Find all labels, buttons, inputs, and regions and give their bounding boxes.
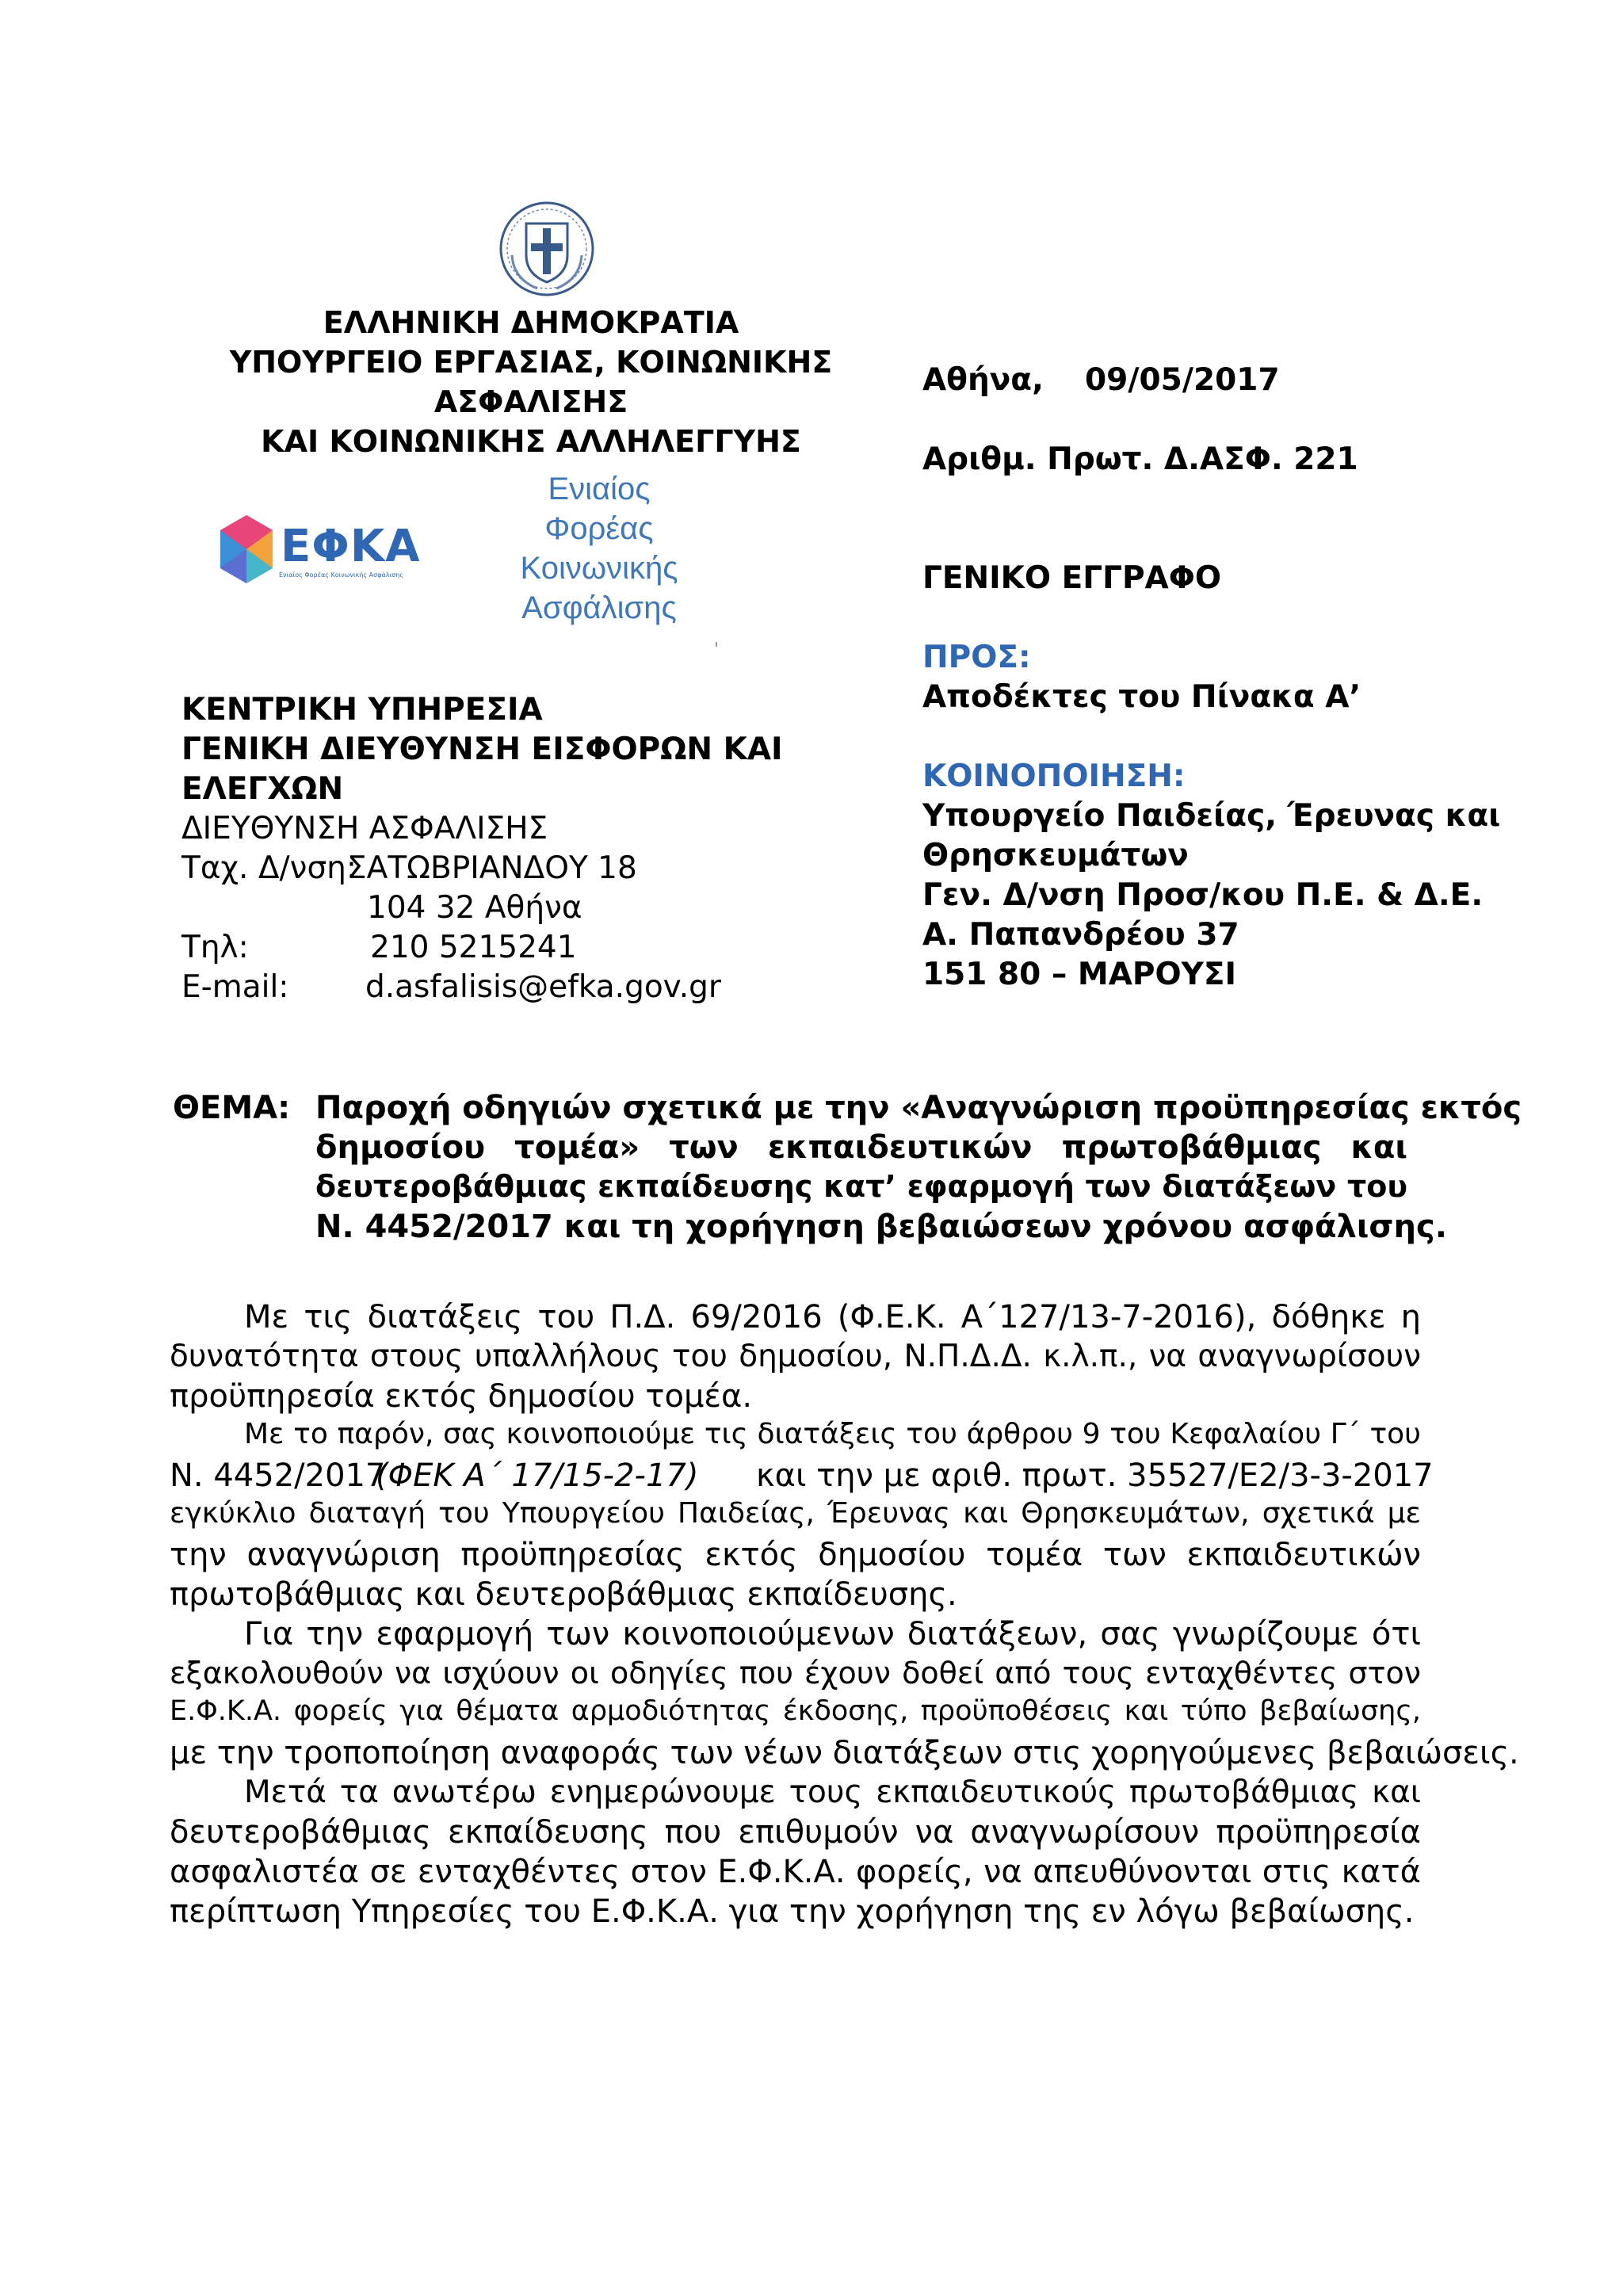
phone-label: Τηλ: — [181, 930, 249, 965]
cc-line: Α. Παπανδρέου 37 — [922, 917, 1239, 953]
subject-line: δημοσίου τομέα» των εκπαιδευτικών πρωτοβάθμιας και — [315, 1129, 1407, 1166]
general-directorate-cont: ΕΛΕΓΧΩΝ — [181, 771, 344, 807]
greek-emblem-icon — [498, 200, 596, 298]
body-line: την αναγνώριση προϋπηρεσίας εκτός δημοσίου τομέα των εκπαιδευτικών — [170, 1537, 1421, 1573]
address-city: 104 32 Αθήνα — [367, 890, 582, 926]
general-directorate: ΓΕΝΙΚΗ ΔΙΕΥΘΥΝΣΗ ΕΙΣΦΟΡΩΝ ΚΑΙ — [181, 732, 783, 767]
ministry-line: ΥΠΟΥΡΓΕΙΟ ΕΡΓΑΣΙΑΣ, ΚΟΙΝΩΝΙΚΗΣ — [229, 345, 833, 380]
body-line: Ν. 4452/2017 — [170, 1457, 386, 1494]
body-line: Ε.Φ.Κ.Α. φορείς για θέματα αρμοδιότητας έκδοσης, προϋποθέσεις και τύπο βεβαίωσης, — [170, 1695, 1421, 1727]
body-line: περίπτωση Υπηρεσίες του Ε.Φ.Κ.Α. για την χορήγηση της εν λόγω βεβαίωσης. — [170, 1893, 1415, 1930]
efka-text-line: Κοινωνικής — [520, 551, 678, 586]
cc-line: Υπουργείο Παιδείας, Έρευνας και — [922, 798, 1501, 834]
date: 09/05/2017 — [1085, 362, 1280, 398]
efka-text-line: Φορέας — [544, 511, 654, 546]
cc-line: Γεν. Δ/νση Προσ/κου Π.Ε. & Δ.Ε. — [922, 877, 1484, 913]
protocol-number: Αριθμ. Πρωτ. Δ.ΑΣΦ. 221 — [922, 441, 1358, 477]
subject-line: Παροχή οδηγιών σχετικά με την «Αναγνώριση προϋπηρεσίας εκτός — [315, 1090, 1522, 1126]
body-line: Με τις διατάξεις του Π.Δ. 69/2016 (Φ.Ε.Κ. Α΄127/13-7-2016), δόθηκε η — [244, 1299, 1421, 1335]
ministry-header — [214, 303, 848, 461]
subject-label: ΘΕΜΑ: — [173, 1090, 291, 1126]
body-line: προϋπηρεσία εκτός δημοσίου τομέα. — [170, 1378, 753, 1415]
efka-logo-text — [520, 469, 678, 628]
cc-line: Θρησκευμάτων — [922, 838, 1189, 873]
email-label: E-mail: — [181, 969, 289, 1005]
to-recipients: Αποδέκτες του Πίνακα Α’ — [922, 679, 1361, 715]
body-line: και την με αριθ. πρωτ. 35527/Ε2/3-3-2017 — [756, 1457, 1434, 1494]
body-line: εξακολουθούν να ισχύουν οι οδηγίες που έχουν δοθεί από τους ενταχθέντες στον — [170, 1656, 1421, 1690]
body-line: δυνατότητα στους υπαλλήλους του δημοσίου, Ν.Π.Δ.Δ. κ.λ.π., να αναγνωρίσουν — [170, 1339, 1421, 1374]
subject-line: Ν. 4452/2017 και τη χορήγηση βεβαιώσεων χρόνου ασφάλισης. — [315, 1209, 1447, 1245]
body-line: πρωτοβάθμιας και δευτεροβάθμιας εκπαίδευσης. — [170, 1576, 957, 1613]
body-line: ασφαλιστέα σε ενταχθέντες στον Ε.Φ.Κ.Α. φορείς, να απευθύνονται στις κατά — [170, 1854, 1421, 1890]
efka-logo-icon — [219, 514, 274, 585]
body-line: δευτεροβάθμιας εκπαίδευσης που επιθυμούν να αναγνωρίσουν προϋπηρεσία — [170, 1814, 1421, 1851]
address-street: ΣΑΤΩΒΡΙΑΝΔΟΥ 18 — [347, 850, 637, 886]
ministry-line: ΑΣΦΑΛΙΣΗΣ — [433, 384, 628, 419]
body-line: Μετά τα ανωτέρω ενημερώνουμε τους εκπαιδευτικούς πρωτοβάθμιας και — [244, 1775, 1421, 1810]
efka-text-line: Ενιαίος — [548, 472, 651, 506]
to-label: ΠΡΟΣ: — [922, 640, 1031, 675]
cc-line: 151 80 – ΜΑΡΟΥΣΙ — [922, 957, 1237, 992]
place: Αθήνα, — [922, 362, 1044, 398]
body-line: Για την εφαρμογή των κοινοποιούμενων διατάξεων, σας γνωρίζουμε ότι — [244, 1616, 1421, 1652]
subject-line: δευτεροβάθμιας εκπαίδευσης κατ’ εφαρμογή των διατάξεων του — [315, 1169, 1407, 1204]
efka-logo-word: ΕΦΚΑ — [281, 521, 421, 572]
cc-label: ΚΟΙΝΟΠΟΙΗΣΗ: — [922, 758, 1186, 794]
body-line: Με το παρόν, σας κοινοποιούμε τις διατάξεις του άρθρου 9 του Κεφαλαίου Γ΄ του — [244, 1418, 1421, 1450]
body-fek-reference: (ΦΕΚ Α΄ 17/15-2-17) — [376, 1457, 699, 1494]
ministry-line: ΚΑΙ ΚΟΙΝΩΝΙΚΗΣ ΑΛΛΗΛΕΓΓΥΗΣ — [261, 424, 801, 459]
ministry-line: ΕΛΛΗΝΙΚΗ ΔΗΜΟΚΡΑΤΙΑ — [323, 305, 739, 340]
phone-number: 210 5215241 — [370, 930, 577, 965]
body-line: εγκύκλιο διαταγή του Υπουργείου Παιδείας, Έρευνας και Θρησκευμάτων, σχετικά με — [170, 1497, 1421, 1530]
department: ΔΙΕΥΘΥΝΣΗ ΑΣΦΑΛΙΣΗΣ — [181, 811, 548, 846]
efka-logo-tagline: Ενιαίος Φορέας Κοινωνικής Ασφάλισης — [279, 571, 404, 579]
scan-mark — [716, 642, 717, 647]
document-type: ΓΕΝΙΚΟ ΕΓΓΡΑΦΟ — [922, 560, 1222, 596]
efka-text-line: Ασφάλισης — [521, 590, 677, 625]
body-line: με την τροποποίηση αναφοράς των νέων διατάξεων στις χορηγούμενες βεβαιώσεις. — [170, 1735, 1519, 1771]
address-label: Ταχ. Δ/νση: — [181, 850, 357, 886]
central-service: ΚΕΝΤΡΙΚΗ ΥΠΗΡΕΣΙΑ — [181, 692, 543, 728]
email-link[interactable]: d.asfalisis@efka.gov.gr — [365, 969, 721, 1005]
